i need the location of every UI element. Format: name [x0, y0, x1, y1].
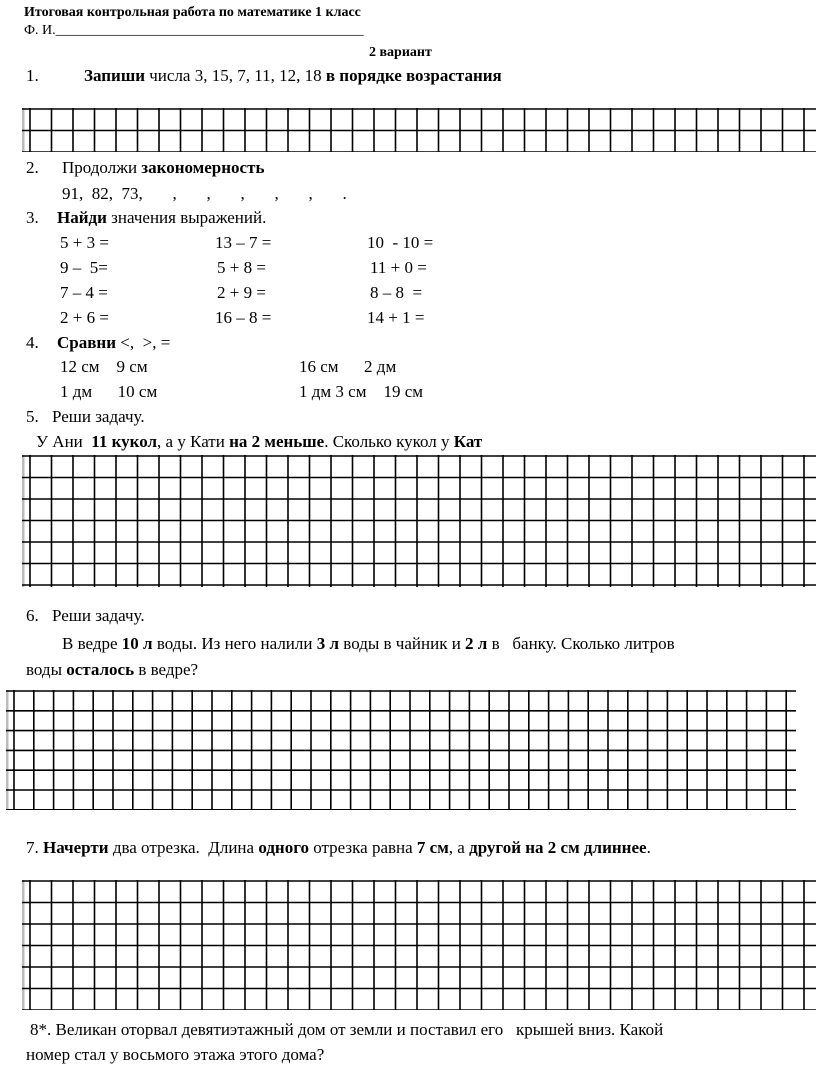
task6-text: Реши задачу.: [52, 606, 145, 625]
task5-text: Реши задачу.: [52, 407, 145, 426]
expression: 14 + 1 =: [367, 308, 425, 327]
task3-text: Найди значения выражений.: [57, 208, 267, 227]
expression: 5 + 3 =: [60, 233, 109, 252]
task7-text: 7. Начерти два отрезка. Длина одного отрезка равна 7 см, а другой на 2 см длиннее.: [26, 838, 651, 857]
comparison: 1 дм 3 см 19 см: [299, 382, 424, 401]
task4-text: Сравни <, >, =: [57, 333, 171, 352]
expression: 11 + 0 =: [370, 258, 427, 277]
expression: 2 + 9 =: [217, 283, 266, 302]
task3-number: 3.: [26, 208, 39, 227]
task8-line2: номер стал у восьмого этажа этого дома?: [26, 1045, 325, 1064]
expression: 2 + 6 =: [60, 308, 109, 327]
comparison: 12 см 9 см: [60, 357, 148, 376]
expression: 5 + 8 =: [217, 258, 266, 277]
expression: 16 – 8 =: [215, 308, 272, 327]
expression: 13 – 7 =: [215, 233, 272, 252]
task6-number: 6.: [26, 606, 39, 625]
expression: 7 – 4 =: [60, 283, 108, 302]
answer-grid-1[interactable]: [22, 108, 816, 152]
task8-line1: 8*. Великан оторвал девятиэтажный дом от земли и поставил его крышей вниз. Какой: [30, 1020, 664, 1039]
task1-number: 1.: [26, 66, 39, 85]
answer-grid-5[interactable]: [22, 455, 816, 587]
answer-grid-7[interactable]: [22, 880, 816, 1010]
name-label: Ф. И.: [24, 23, 56, 38]
task2-number: 2.: [26, 158, 39, 177]
task5-number: 5.: [26, 407, 39, 426]
comparison: 1 дм 10 см: [60, 382, 158, 401]
expression: 8 – 8 =: [370, 283, 423, 302]
expression: 9 – 5=: [60, 258, 108, 277]
name-field[interactable]: [24, 22, 364, 39]
name-line: ____________________________________________: [55, 23, 364, 38]
task6-problem-line2: воды осталось в ведре?: [26, 660, 199, 679]
task5-problem: У Ани 11 кукол, а у Кати на 2 меньше. Сколько кукол у Кат: [36, 432, 483, 451]
expression: 10 - 10 =: [367, 233, 434, 252]
variant-label: 2 вариант: [369, 45, 432, 60]
task2-text: Продолжи закономерность: [62, 158, 265, 177]
task1-text: Запиши числа 3, 15, 7, 11, 12, 18 в порядке возрастания: [84, 66, 502, 85]
task4-number: 4.: [26, 333, 39, 352]
number-sequence: 91, 82, 73, , , , , , .: [62, 184, 347, 203]
worksheet-title: Итоговая контрольная работа по математике 1 класс: [24, 5, 361, 20]
answer-grid-6[interactable]: [6, 690, 796, 810]
task6-problem-line1: В ведре 10 л воды. Из него налили 3 л воды в чайник и 2 л в банку. Сколько литров: [62, 634, 675, 653]
comparison: 16 см 2 дм: [299, 357, 397, 376]
